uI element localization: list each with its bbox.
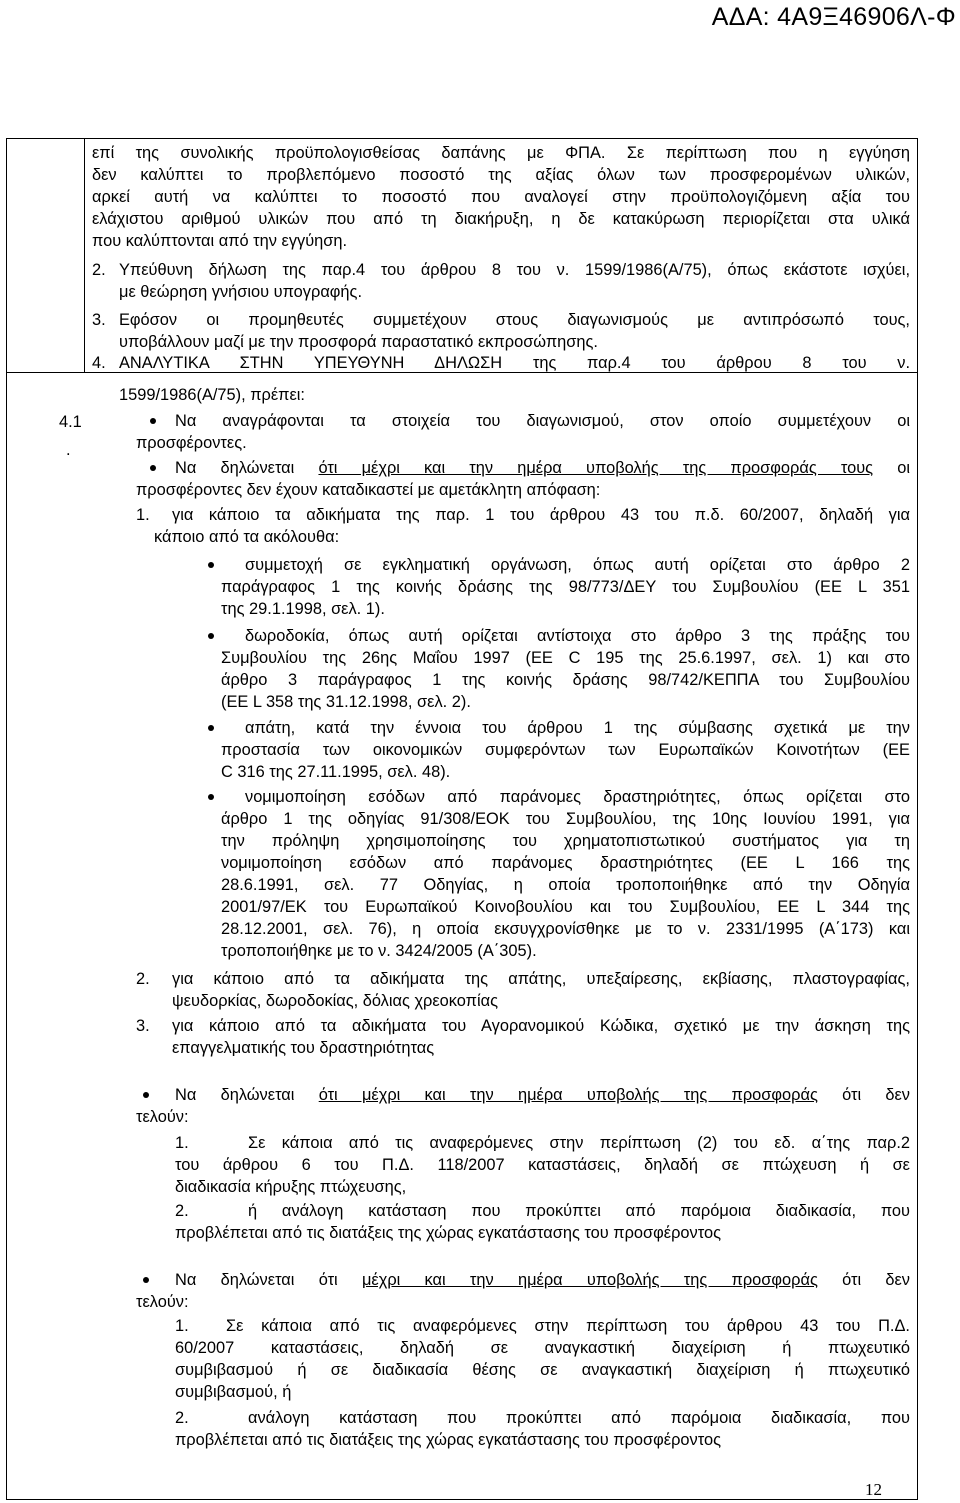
page-number: 12 — [865, 1480, 882, 1499]
sub-text: άρθρο 1 της οδηγίας 91/308/ΕΟΚ του Συμβουλίου, της 10ης Ιουνίου 1991, για — [221, 810, 910, 828]
sub-text: παράγραφος 1 της κοινής δράσης της 98/773/ΔΕΥ του Συμβουλίου (ΕΕ L 351 — [221, 578, 910, 596]
sub-text: νομιμοποίηση εσόδων από παράνομες δραστηριότητες, όπως ορίζεται στο — [245, 788, 910, 806]
sub-text: 28.6.1991, σελ. 77 Οδηγίας, η οποία τροποποιήθηκε από την Οδηγία — [221, 876, 910, 894]
sub-text: της 29.1.1998, σελ. 1). — [221, 600, 385, 618]
bullet-text: Να δηλώνεται ότι μέχρι και την ημέρα υποβολής της προσφοράς τους οι — [175, 459, 910, 477]
item-text: ανάλογη κατάσταση που προκύπτει από παρόμοια διαδικασία, που — [248, 1409, 910, 1427]
sub-text: την πρόληψη χρησιμοποίησης του χρηματοπιστωτικού συστήματος για τη — [221, 832, 910, 850]
sec1-line: δεν καλύπτει το προβλεπόμενο ποσοστό της αξίας όλων των προσφερομένων υλικών, — [92, 166, 910, 184]
bullet-icon — [143, 1092, 149, 1098]
bullet-text: τελούν: — [136, 1108, 189, 1126]
sub-text: τροποποιήθηκε με το ν. 3424/2005 (Α΄305). — [221, 942, 537, 960]
sub-text: C 316 της 27.11.1995, σελ. 48). — [221, 763, 451, 781]
table-divider — [84, 138, 85, 373]
sub-text: άρθρο 3 παράγραφος 1 της κοινής δράσης 98/742/ΚΕΠΠΑ του Συμβουλίου — [221, 671, 910, 689]
sec2-line: Υπεύθυνη δήλωση της παρ.4 του άρθρου 8 του ν. 1599/1986(Α/75), όπως εκάστοτε ισχύει, — [119, 261, 910, 279]
bullet-icon — [150, 465, 156, 471]
item-text: 60/2007 καταστάσεις, δηλαδή σε αναγκαστική διαχείριση ή πτωχευτικό — [175, 1339, 910, 1357]
item-text: Σε κάποια από τις αναφερόμενες στην περίπτωση του άρθρου 43 του Π.Δ. — [226, 1317, 910, 1335]
bullet-icon — [143, 1277, 149, 1283]
sec2-line: με θεώρηση γνήσιου υπογραφής. — [119, 283, 362, 301]
item-text: του άρθρου 6 του Π.Δ. 118/2007 καταστάσεις, δηλαδή σε πτώχευση ή σε — [175, 1156, 910, 1174]
bullet-text: τελούν: — [136, 1293, 189, 1311]
item-number: 2. — [136, 970, 150, 988]
sec4-number: 4. — [92, 354, 106, 372]
item-text: ή ανάλογη κατάσταση που προκύπτει από παρόμοια διαδικασία, που — [248, 1202, 910, 1220]
sub-text: προστασία των οικονομικών συμφερόντων των Ευρωπαϊκών Κοινοτήτων (ΕΕ — [221, 741, 910, 759]
bullet-icon — [208, 633, 214, 639]
sec2-number: 2. — [92, 261, 106, 279]
sub-text: 28.12.2001, σελ. 76), η οποία εκσυγχρονίσθηκε με το ν. 2331/1995 (Α΄173) και — [221, 920, 910, 938]
item-text: συμβιβασμού ή σε διαδικασία θέσης σε αναγκαστική διαχείριση ή πτωχευτικό — [175, 1361, 910, 1379]
bullet-icon — [208, 562, 214, 568]
sec3-line: υποβάλλουν μαζί με την προσφορά παραστατικό εκπροσώπησης. — [119, 333, 598, 351]
sub-text: δωροδοκία, όπως αυτή ορίζεται αντίστοιχα στο άρθρο 3 της πράξης του — [245, 627, 910, 645]
bullet-text: προσφέροντες δεν έχουν καταδικαστεί με αμετάκλητη απόφαση: — [136, 481, 601, 499]
sub-text: 2001/97/ΕΚ του Ευρωπαϊκού Κοινοβουλίου και του Συμβουλίου, ΕΕ L 344 της — [221, 898, 910, 916]
sub-text: Συμβουλίου της 26ης Μαΐου 1997 (ΕΕ C 195 της 25.6.1997, σελ. 1) και στο — [221, 649, 910, 667]
bullet-text: Να δηλώνεται ότι μέχρι και την ημέρα υποβολής της προσφοράς ότι δεν — [175, 1086, 911, 1104]
sec1-line: ελάχιστου αριθμού υλικών που από τη διακήρυξη, η δε κατακύρωση περιορίζεται στα υλικά — [92, 210, 910, 228]
bullet-text: Να αναγράφονται τα στοιχεία του διαγωνισμού, στον οποίο συμμετέχουν οι — [175, 412, 910, 430]
bullet-text: προσφέροντες. — [136, 434, 247, 452]
item-text: για κάποιο τα αδικήματα της παρ. 1 του άρθρου 43 του π.δ. 60/2007, δηλαδή για — [172, 506, 910, 524]
bullet-icon — [208, 794, 214, 800]
sec41-number: 4.1 — [59, 413, 82, 431]
item-number: 2. — [175, 1409, 189, 1427]
item-number: 1. — [175, 1134, 189, 1152]
item-text: διαδικασία κήρυξης πτώχευσης, — [175, 1178, 407, 1196]
sub-text: (ΕΕ L 358 της 31.12.1998, σελ. 2). — [221, 693, 471, 711]
sec4-heading: 1599/1986(Α/75), πρέπει: — [119, 386, 305, 404]
bullet-icon — [150, 418, 156, 424]
item-text: για κάποιο από τα αδικήματα του Αγορανομικού Κώδικα, σχετικό με την άσκηση της — [172, 1017, 910, 1035]
sec3-number: 3. — [92, 311, 106, 329]
sub-text: συμμετοχή σε εγκληματική οργάνωση, όπως αυτή ορίζεται στο άρθρο 2 — [245, 556, 910, 574]
sub-text: απάτη, κατά την έννοια του άρθρου 1 της σύμβασης σχετικά με την — [245, 719, 910, 737]
item-text: Σε κάποια από τις αναφερόμενες στην περίπτωση (2) του εδ. α΄της παρ.2 — [248, 1134, 910, 1152]
sec3-line: Εφόσον οι προμηθευτές συμμετέχουν στους διαγωνισμούς με αντιπρόσωπό τους, — [119, 311, 910, 329]
item-number: 1. — [136, 506, 150, 524]
item-number: 3. — [136, 1017, 150, 1035]
sec41-dot: . — [66, 441, 71, 459]
sec4-heading: ΑΝΑΛΥΤΙΚΑ ΣΤΗΝ ΥΠΕΥΘΥΝΗ ΔΗΛΩΣΗ της παρ.4 του άρθρου 8 του ν. — [119, 354, 910, 372]
item-text: προβλέπεται από τις διατάξεις της χώρας εγκατάστασης του προσφέροντος — [175, 1431, 721, 1449]
sub-text: νομιμοποίηση εσόδων από παράνομες δραστηριότητες (ΕΕ L 166 της — [221, 854, 910, 872]
sec1-line: αρκεί αυτή να καλύπτει το ποσοστό που αναλογεί στην προϋπολογιζόμενη αξία του — [92, 188, 910, 206]
bullet-text: Να δηλώνεται ότι μέχρι και την ημέρα υποβολής της προσφοράς ότι δεν — [175, 1271, 911, 1289]
item-text: συμβιβασμού, ή — [175, 1383, 292, 1401]
bullet-icon — [208, 725, 214, 731]
sec1-line: επί της συνολικής προϋπολογισθείσας δαπάνης με ΦΠΑ. Σε περίπτωση που η εγγύηση — [92, 144, 910, 162]
sec1-line: που καλύπτονται από την εγγύηση. — [92, 232, 348, 250]
item-text: προβλέπεται από τις διατάξεις της χώρας εγκατάστασης του προσφέροντος — [175, 1224, 721, 1242]
ada-code: ΑΔΑ: 4Α9Ξ46906Λ-Φ — [711, 3, 956, 31]
item-number: 1. — [175, 1317, 189, 1335]
item-text: για κάποιο από τα αδικήματα της απάτης, υπεξαίρεσης, εκβίασης, πλαστογραφίας, — [172, 970, 910, 988]
item-text: ψευδορκίας, δωροδοκίας, δόλιας χρεοκοπίας — [172, 992, 499, 1010]
item-number: 2. — [175, 1202, 189, 1220]
item-text: κάποιο από τα ακόλουθα: — [154, 528, 340, 546]
item-text: επαγγελματικής του δραστηριότητας — [172, 1039, 435, 1057]
